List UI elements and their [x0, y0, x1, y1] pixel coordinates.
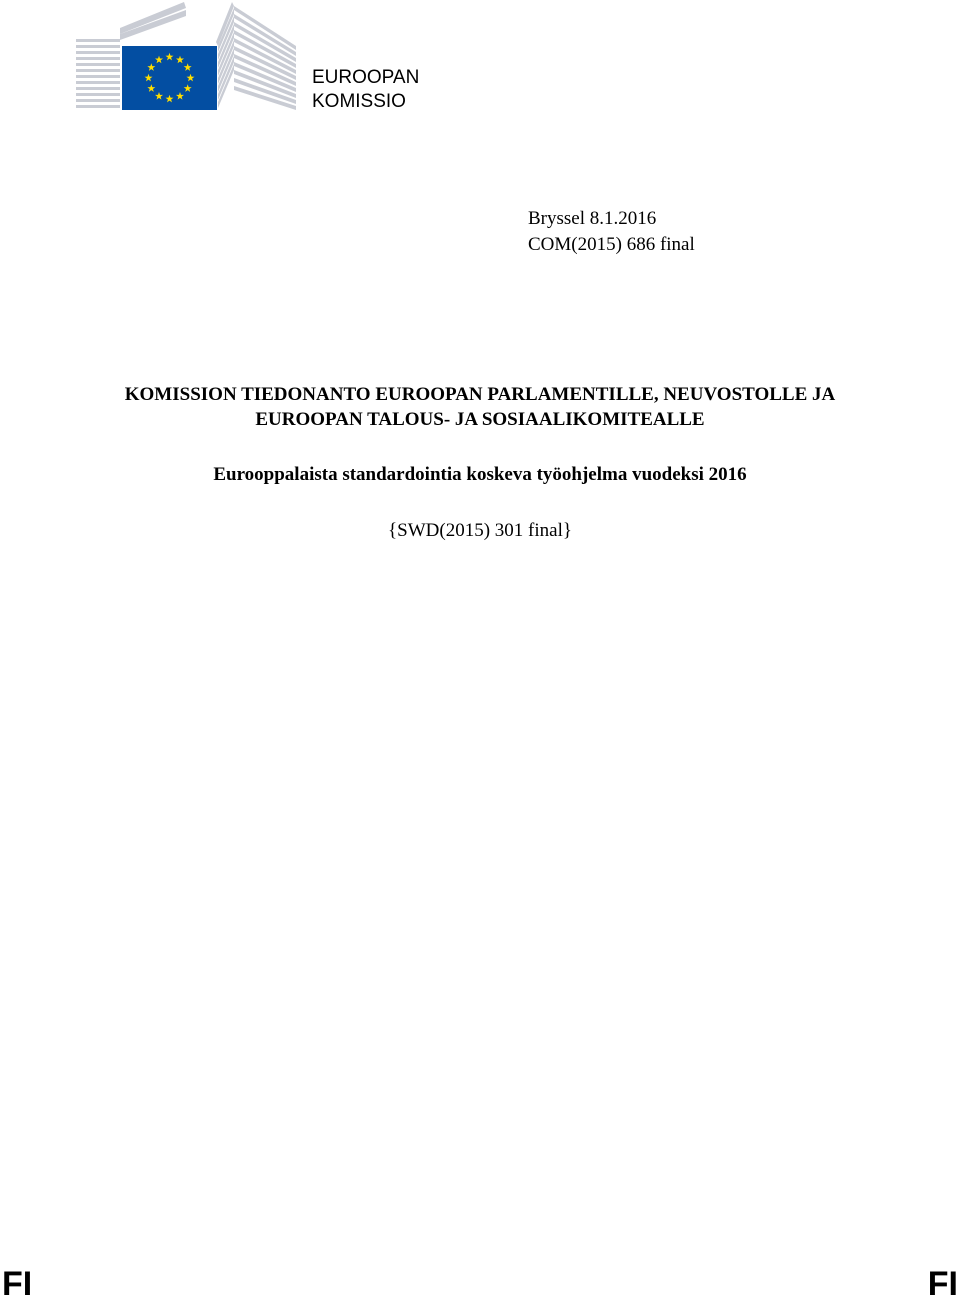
organization-name-line1: EUROOPAN [312, 67, 420, 88]
document-title [0, 382, 960, 432]
related-document-reference: {SWD(2015) 301 final} [388, 520, 572, 541]
document-meta [528, 206, 695, 258]
document-subject: Eurooppalaista standardointia koskeva työohjelma vuodeksi 2016 [213, 464, 747, 485]
organization-name-line2: KOMISSIO [312, 91, 406, 112]
organization-name [312, 66, 419, 114]
language-code-left: FI [2, 1265, 33, 1303]
document-title-line2: EUROOPAN TALOUS- JA SOSIAALIKOMITEALLE [255, 409, 705, 430]
eu-commission-logo-icon [76, 2, 300, 112]
language-code-right: FI [927, 1265, 958, 1303]
document-reference: COM(2015) 686 final [528, 234, 695, 255]
document-title-line1: KOMISSION TIEDONANTO EUROOPAN PARLAMENTILLE, NEUVOSTOLLE JA [124, 384, 836, 405]
place-date: Bryssel 8.1.2016 [528, 208, 657, 229]
logo-graphic [76, 2, 300, 112]
